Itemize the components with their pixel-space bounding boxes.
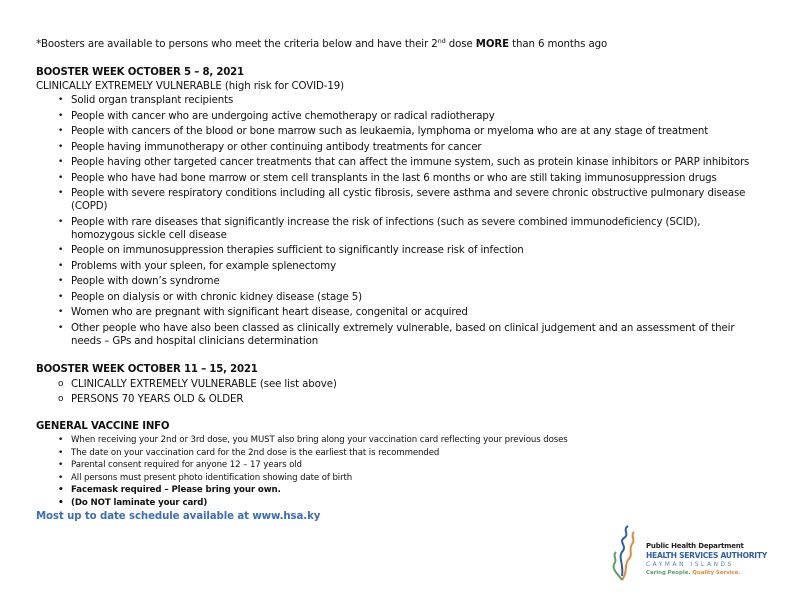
hsa-logo <box>608 524 768 584</box>
list-item: • People on dialysis or with chronic kidney disease (stage 5) <box>36 291 766 304</box>
list-item: • People having other targeted cancer treatments that can affect the immune system, such as protein kinase inhibitors or PARP inhibitors <box>36 156 766 169</box>
hsa-figures-icon <box>608 524 648 584</box>
intro-text-middle: dose <box>445 39 476 50</box>
document-page <box>36 38 766 524</box>
logo-authority: HEALTH SERVICES AUTHORITY <box>646 551 767 560</box>
list-item: • Other people who have also been classed as clinically extremely vulnerable, based on clinical judgement and an assessment of their needs – GPs and hospital clinicians determination <box>36 322 766 348</box>
logo-tagline <box>646 569 767 577</box>
list-item: • People on immunosuppression therapies sufficient to significantly increase risk of infection <box>36 244 766 257</box>
booster-eligibility-note <box>36 38 766 52</box>
general-info-list <box>36 434 766 509</box>
list-item: • People with cancers of the blood or bone marrow such as leukaemia, lymphoma or myeloma who are at any stage of treatment <box>36 125 766 138</box>
list-item: • People with cancer who are undergoing active chemotherapy or radical radiotherapy <box>36 110 766 123</box>
section1-subheading: CLINICALLY EXTREMELY VULNERABLE (high risk for COVID-19) <box>36 81 344 92</box>
intro-text-suffix: than 6 months ago <box>508 39 608 50</box>
week2-list <box>36 377 766 407</box>
hsa-logo-text <box>646 542 767 577</box>
list-item: o CLINICALLY EXTREMELY VULNERABLE (see list above) <box>36 377 766 392</box>
list-item: • When receiving your 2nd or 3rd dose, you MUST also bring along your vaccination card reflecting your previous doses <box>36 434 766 446</box>
intro-superscript: nd <box>437 37 446 45</box>
logo-country: CAYMAN ISLANDS <box>646 562 734 568</box>
schedule-link[interactable]: Most up to date schedule available at www.hsa.ky <box>36 510 321 522</box>
section1-heading: BOOSTER WEEK OCTOBER 5 – 8, 2021 <box>36 67 244 78</box>
section3-heading: GENERAL VACCINE INFO <box>36 421 170 432</box>
list-item: • Problems with your spleen, for example splenectomy <box>36 260 766 273</box>
list-item: o PERSONS 70 YEARS OLD & OLDER <box>36 392 766 407</box>
vulnerable-list <box>36 94 766 348</box>
list-item: • Parental consent required for anyone 12 – 17 years old <box>36 459 766 471</box>
list-item: • (Do NOT laminate your card) <box>36 497 766 509</box>
list-item: • People having immunotherapy or other continuing antibody treatments for cancer <box>36 141 766 154</box>
list-item: • Solid organ transplant recipients <box>36 94 766 107</box>
list-item: • People who have had bone marrow or stem cell transplants in the last 6 months or who are still taking immunosuppression drugs <box>36 172 766 185</box>
list-item: • The date on your vaccination card for the 2nd dose is the earliest that is recommended <box>36 447 766 459</box>
list-item: • Facemask required – Please bring your own. <box>36 484 766 496</box>
list-item: • People with severe respiratory conditions including all cystic fibrosis, severe asthma and severe chronic obstructive pulmonary disease (COPD) <box>36 187 766 213</box>
list-item: • All persons must present photo identification showing date of birth <box>36 472 766 484</box>
list-item: • Women who are pregnant with significant heart disease, congenital or acquired <box>36 306 766 319</box>
intro-text: *Boosters are available to persons who meet the criteria below and have their 2 <box>36 39 438 50</box>
list-item: • People with rare diseases that significantly increase the risk of infections (such as severe combined immunodeficiency (SCID), homozygous sickle cell disease <box>36 216 766 242</box>
tagline-part2: Quality Service. <box>690 570 741 576</box>
intro-emphasis: MORE <box>475 39 509 50</box>
logo-department: Public Health Department <box>646 542 744 550</box>
tagline-part1: Caring People. <box>646 570 691 576</box>
section2-heading: BOOSTER WEEK OCTOBER 11 – 15, 2021 <box>36 364 258 375</box>
list-item: • People with down’s syndrome <box>36 275 766 288</box>
